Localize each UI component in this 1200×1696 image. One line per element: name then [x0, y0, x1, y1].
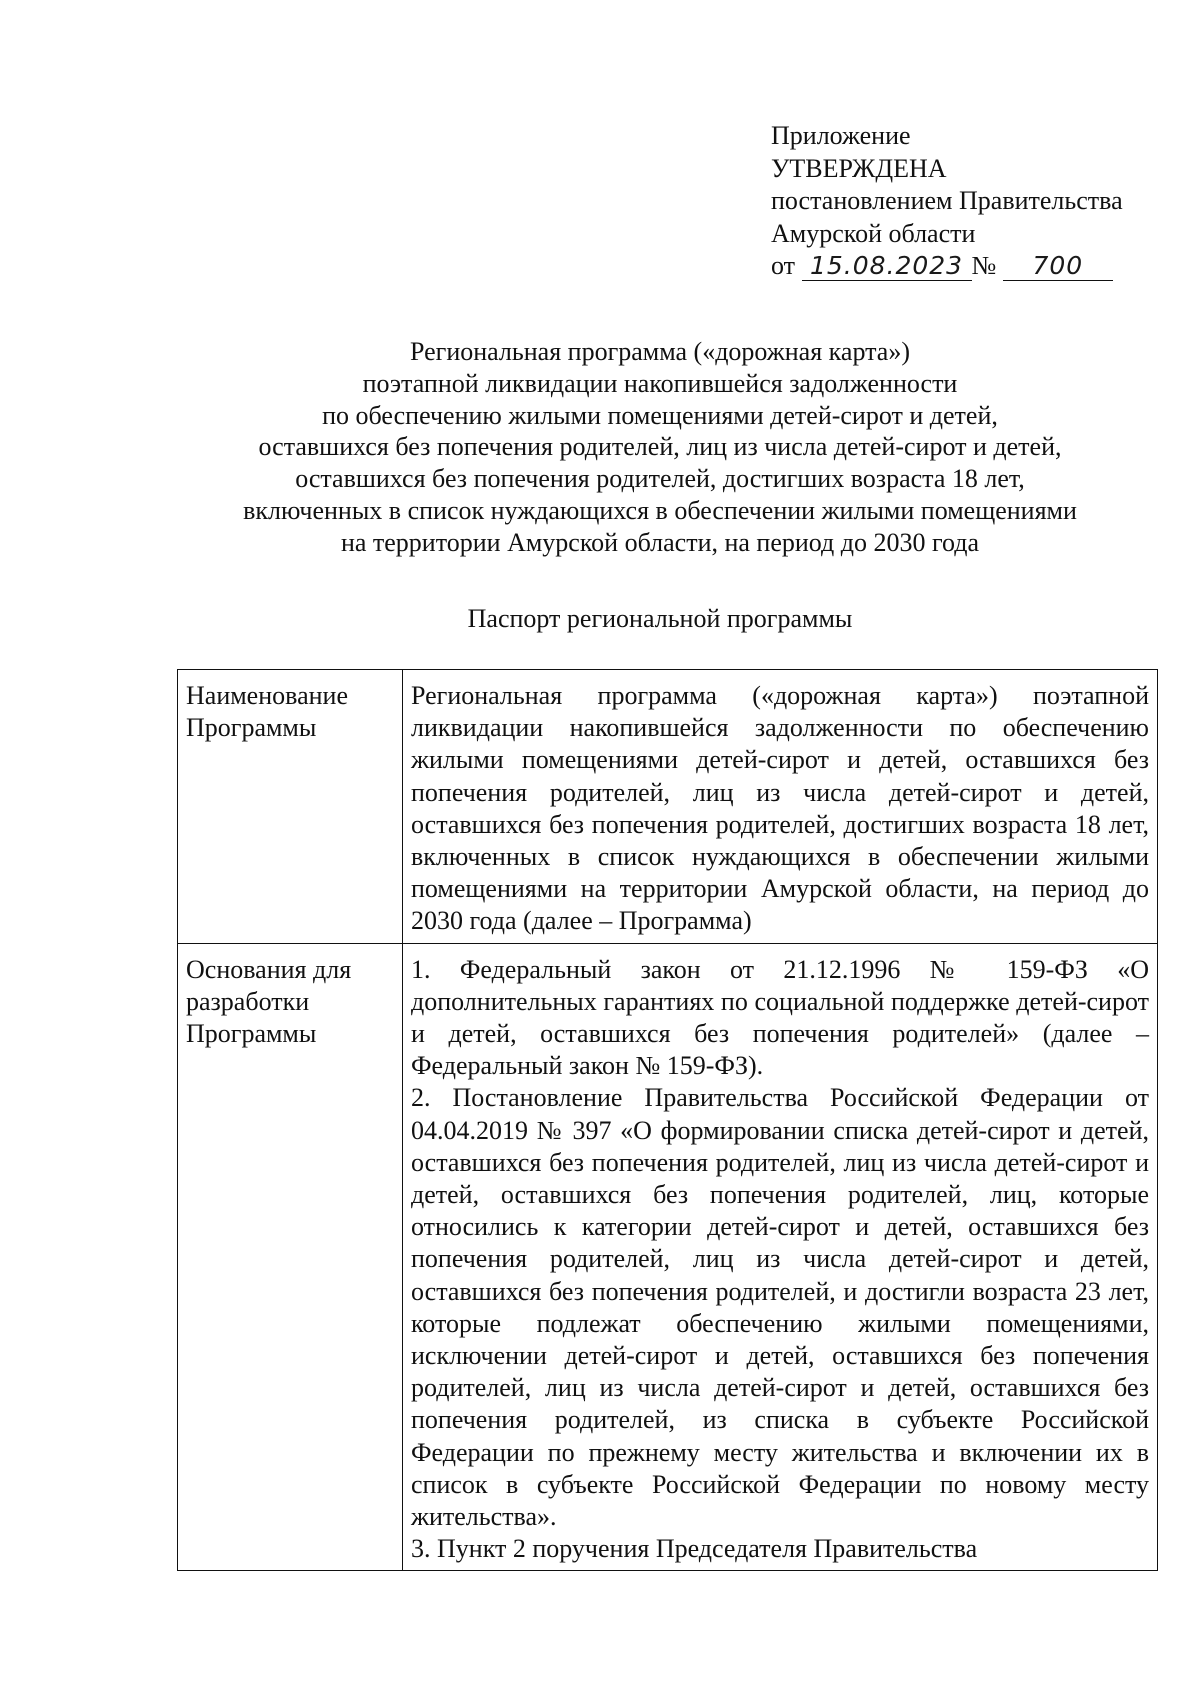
number-underline: [1003, 252, 1113, 281]
number-sign: №: [971, 251, 997, 280]
approval-block: [771, 120, 1123, 284]
content-paragraph: 1. Федеральный закон от 21.12.1996 № 159-ФЗ «О дополнительных гарантиях по социальной поддержке детей-сирот и детей, оставшихся без попечения родителей» (далее – Федеральный закон № 159-ФЗ).: [411, 954, 1149, 1081]
title-line: на территории Амурской области, на период до 2030 года: [340, 527, 980, 557]
approval-region: Амурской области: [771, 218, 976, 248]
approval-approved: УТВЕРЖДЕНА: [771, 153, 947, 183]
title-line: оставшихся без попечения родителей, достигших возраста 18 лет,: [295, 464, 1025, 494]
row-label: Наименование Программы: [178, 670, 403, 944]
title-line: поэтапной ликвидации накопившейся задолженности: [362, 368, 958, 398]
content-paragraph: 2. Постановление Правительства Российской Федерации от 04.04.2019 № 397 «О формировании списка детей-сирот и детей, оставшихся без попечения родителей, лиц из числа детей-сирот и детей, оставшихся без попечения родителей, лиц, которые относились к категории детей-сирот и детей, оставшихся без попечения родителей, лиц из числа детей-сирот и детей, оставшихся без попечения родителей, и достигли возраста 23 лет, которые подлежат обеспечению жилыми помещениями, исключении детей-сирот и детей, оставшихся без попечения родителей, лиц из числа детей-сирот и детей, оставшихся без попечения родителей, из списка в субъекте Российской Федерации по прежнему месту жительства и включении их в список в субъекте Российской Федерации по новому месту жительства».: [411, 1083, 1149, 1532]
approval-date-number: [771, 250, 1123, 284]
title-line: по обеспечению жилыми помещениями детей-сирот и детей,: [322, 400, 998, 430]
table-row: [178, 670, 1158, 944]
title-line: оставшихся без попечения родителей, лиц из числа детей-сирот и детей,: [258, 432, 1062, 462]
document-title: [160, 336, 1160, 559]
handwritten-date: 15.08.2023: [809, 251, 964, 280]
approval-decree: постановлением Правительства: [771, 186, 1123, 215]
date-underline: [802, 252, 972, 281]
approval-annex: Приложение: [771, 121, 911, 150]
row-content: [403, 943, 1158, 1571]
row-content: [403, 670, 1158, 944]
table-row: [178, 943, 1158, 1571]
date-prefix: от: [771, 251, 796, 280]
row-label: Основания для разработки Программы: [178, 943, 403, 1571]
content-paragraph: Региональная программа («дорожная карта») поэтапной ликвидации накопившейся задолженности по обеспечению жилыми помещениями детей-сирот и детей, оставшихся без попечения родителей, лиц из числа детей-сирот и детей, оставшихся без попечения родителей, достигших возраста 18 лет, включенных в список нуждающихся в обеспечении жилыми помещениями на территории Амурской области, на период до 2030 года (далее – Программа): [411, 681, 1149, 936]
content-paragraph: 3. Пункт 2 поручения Председателя Правительства: [411, 1534, 978, 1564]
passport-table: [177, 669, 1158, 1571]
passport-heading: Паспорт региональной программы: [467, 604, 853, 633]
title-line: включенных в список нуждающихся в обеспечении жилыми помещениями: [243, 495, 1077, 525]
handwritten-number: 700: [1032, 251, 1084, 280]
title-line: Региональная программа («дорожная карта»): [410, 337, 910, 366]
